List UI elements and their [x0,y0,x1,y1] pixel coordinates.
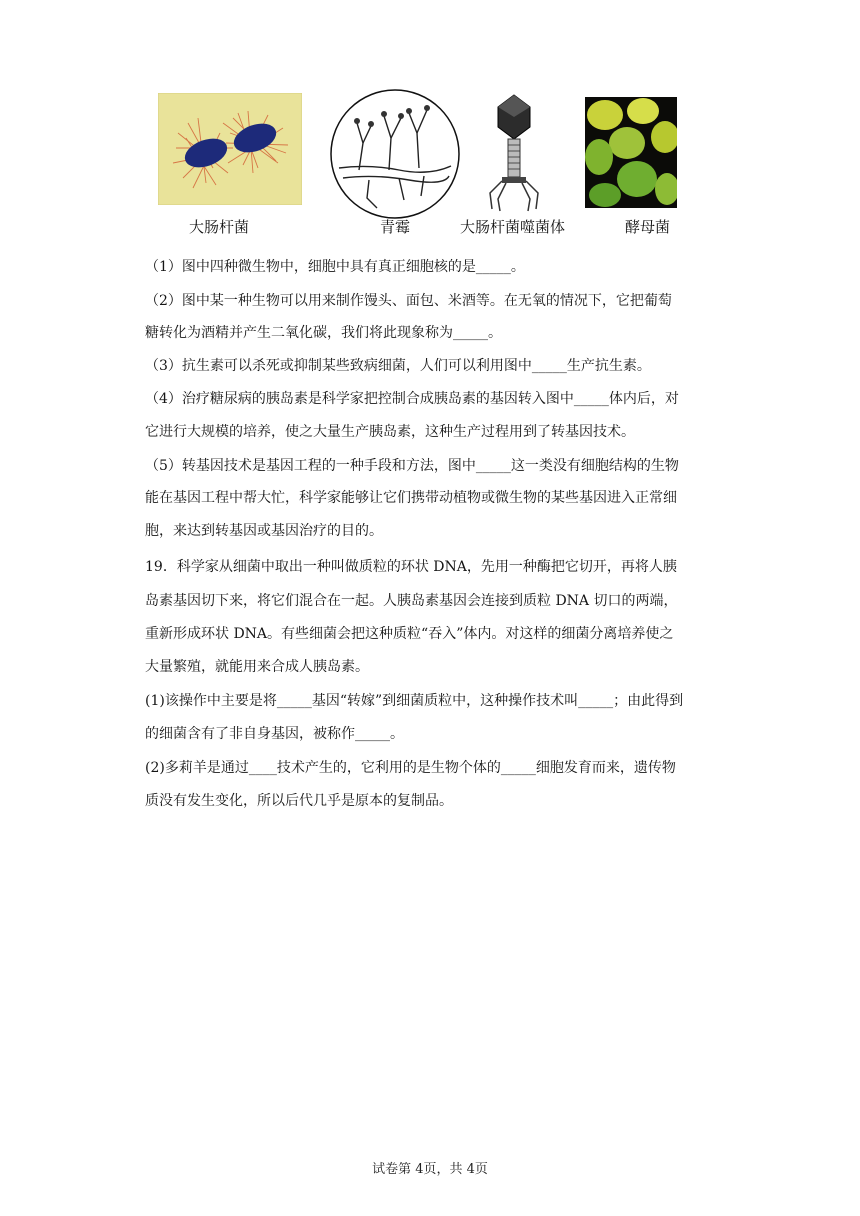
q18-part5-line3: 胞，来达到转基因或基因治疗的目的。 [145,523,383,539]
caption-yeast: 酵母菌 [625,218,671,236]
page-footer: 试卷第 4页，共 4页 [372,1162,488,1177]
q19-line3: 重新形成环状 DNA。有些细菌会把这种质粒“吞入”体内。对这样的细菌分离培养使之 [145,626,674,642]
q19-part1-line1: (1)该操作中主要是将_____基因“转嫁”到细菌质粒中，这种操作技术叫_____；由此得到 [145,693,684,709]
q18-part1: （1）图中四种微生物中，细胞中具有真正细胞核的是_____。 [145,259,525,275]
q18-part2-line1: （2）图中某一种生物可以用来制作馒头、面包、米酒等。在无氧的情况下，它把葡萄 [145,293,672,309]
caption-phage: 大肠杆菌噬菌体 [460,218,566,236]
yeast-image [585,97,677,208]
q19-part1-line2: 的细菌含有了非自身基因，被称作_____。 [145,726,404,742]
q19-line2: 岛素基因切下来，将它们混合在一起。人胰岛素基因会连接到质粒 DNA 切口的两端， [145,593,678,609]
penicillium-image [329,88,461,220]
caption-penicillium: 青霉 [380,218,411,236]
q19-line4: 大量繁殖，就能用来合成人胰岛素。 [145,659,369,675]
q18-part3: （3）抗生素可以杀死或抑制某些致病细菌，人们可以利用图中_____生产抗生素。 [145,358,651,374]
caption-ecoli: 大肠杆菌 [189,218,250,236]
q18-part4-line2: 它进行大规模的培养，使之大量生产胰岛素，这种生产过程用到了转基因技术。 [145,424,635,440]
bacteria-image [158,93,302,205]
q18-part5-line1: （5）转基因技术是基因工程的一种手段和方法，图中_____这一类没有细胞结构的生物 [145,458,679,474]
q18-part5-line2: 能在基因工程中帮大忙，科学家能够让它们携带动植物或微生物的某些基因进入正常细 [145,490,677,506]
phage-image [484,93,544,213]
q18-part2-line2: 糖转化为酒精并产生二氧化碳，我们将此现象称为_____。 [145,325,502,341]
q19-line1: 19．科学家从细菌中取出一种叫做质粒的环状 DNA，先用一种酶把它切开，再将人胰 [145,559,677,575]
q19-part2-line1: (2)多莉羊是通过____技术产生的，它利用的是生物个体的_____细胞发育而来，遗传物 [145,760,676,776]
q18-part4-line1: （4）治疗糖尿病的胰岛素是科学家把控制合成胰岛素的基因转入图中_____体内后，对 [145,391,679,407]
q19-part2-line2: 质没有发生变化，所以后代几乎是原本的复制品。 [145,793,453,809]
